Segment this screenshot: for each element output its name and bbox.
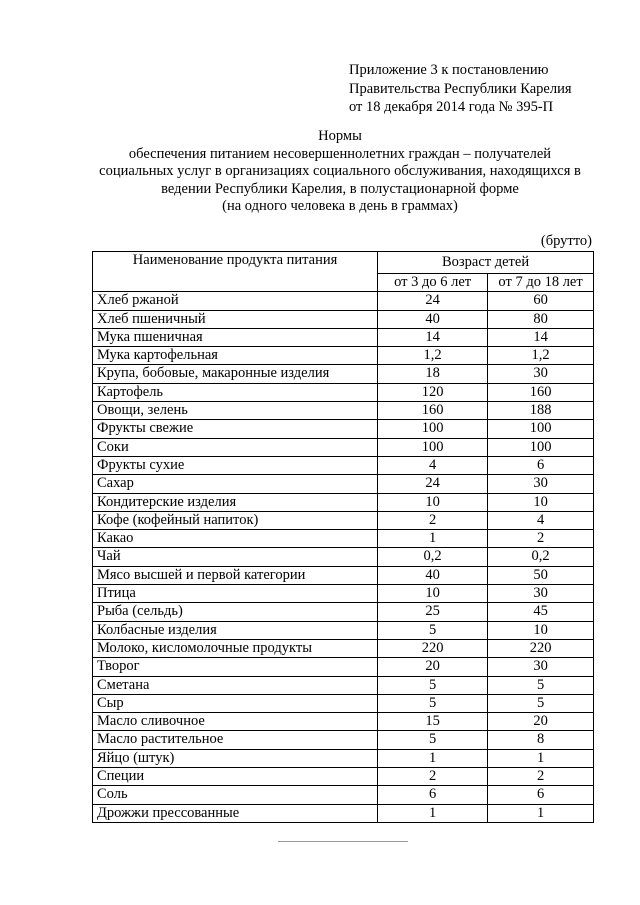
table-body (93, 292, 594, 823)
value-age-3-6-cell: 120 (378, 383, 488, 401)
value-age-7-18-cell: 5 (488, 694, 594, 712)
table-row (93, 676, 594, 694)
product-name-cell: Овощи, зелень (93, 402, 378, 420)
title-line: (на одного человека в день в граммах) (222, 198, 458, 214)
table-row (93, 768, 594, 786)
value-age-3-6-cell: 160 (378, 402, 488, 420)
table-row (93, 475, 594, 493)
value-age-3-6-cell: 1 (378, 804, 488, 822)
table-row (93, 566, 594, 584)
value-age-3-6-cell: 0,2 (378, 548, 488, 566)
value-age-7-18-cell: 30 (488, 658, 594, 676)
value-age-7-18-cell: 5 (488, 676, 594, 694)
product-name-cell: Кофе (кофейный напиток) (93, 511, 378, 529)
value-age-3-6-cell: 40 (378, 310, 488, 328)
title-line: социальных услуг в организациях социального обслуживания, находящихся в (99, 163, 581, 179)
value-age-3-6-cell: 2 (378, 768, 488, 786)
value-age-7-18-cell: 6 (488, 456, 594, 474)
table-row (93, 438, 594, 456)
value-age-7-18-cell: 1,2 (488, 347, 594, 365)
value-age-7-18-cell: 2 (488, 768, 594, 786)
value-age-7-18-cell: 30 (488, 585, 594, 603)
footer-divider (278, 841, 408, 842)
value-age-3-6-cell: 6 (378, 786, 488, 804)
product-name-cell: Сметана (93, 676, 378, 694)
value-age-3-6-cell: 18 (378, 365, 488, 383)
table-row (93, 420, 594, 438)
value-age-7-18-cell: 30 (488, 365, 594, 383)
value-age-7-18-cell: 14 (488, 328, 594, 346)
table-row (93, 658, 594, 676)
value-age-3-6-cell: 1 (378, 749, 488, 767)
table-row (93, 493, 594, 511)
value-age-7-18-cell: 60 (488, 292, 594, 310)
value-age-7-18-cell: 220 (488, 639, 594, 657)
product-name-cell: Рыба (сельдь) (93, 603, 378, 621)
product-name-cell: Творог (93, 658, 378, 676)
value-age-7-18-cell: 160 (488, 383, 594, 401)
value-age-3-6-cell: 1,2 (378, 347, 488, 365)
header-age-3-6: от 3 до 6 лет (378, 274, 488, 292)
value-age-3-6-cell: 5 (378, 694, 488, 712)
table-row (93, 585, 594, 603)
product-name-cell: Масло растительное (93, 731, 378, 749)
table-row (93, 383, 594, 401)
value-age-7-18-cell: 8 (488, 731, 594, 749)
product-name-cell: Специи (93, 768, 378, 786)
value-age-7-18-cell: 1 (488, 749, 594, 767)
product-name-cell: Мука картофельная (93, 347, 378, 365)
header-age: Возраст детей (378, 252, 594, 274)
product-name-cell: Фрукты свежие (93, 420, 378, 438)
value-age-3-6-cell: 4 (378, 456, 488, 474)
table-row (93, 365, 594, 383)
value-age-3-6-cell: 20 (378, 658, 488, 676)
value-age-7-18-cell: 50 (488, 566, 594, 584)
value-age-3-6-cell: 5 (378, 731, 488, 749)
value-age-3-6-cell: 24 (378, 292, 488, 310)
value-age-3-6-cell: 10 (378, 585, 488, 603)
product-name-cell: Колбасные изделия (93, 621, 378, 639)
value-age-3-6-cell: 24 (378, 475, 488, 493)
product-name-cell: Сахар (93, 475, 378, 493)
table-row (93, 749, 594, 767)
value-age-3-6-cell: 25 (378, 603, 488, 621)
annex-line: Правительства Республики Карелия (349, 80, 572, 97)
table-row (93, 530, 594, 548)
product-name-cell: Мясо высшей и первой категории (93, 566, 378, 584)
value-age-7-18-cell: 10 (488, 621, 594, 639)
product-name-cell: Хлеб пшеничный (93, 310, 378, 328)
table-row (93, 621, 594, 639)
product-name-cell: Хлеб ржаной (93, 292, 378, 310)
value-age-7-18-cell: 4 (488, 511, 594, 529)
product-name-cell: Птица (93, 585, 378, 603)
table-row (93, 402, 594, 420)
value-age-3-6-cell: 14 (378, 328, 488, 346)
product-name-cell: Какао (93, 530, 378, 548)
value-age-7-18-cell: 6 (488, 786, 594, 804)
table-row (93, 347, 594, 365)
table-row (93, 804, 594, 822)
title-line: обеспечения питанием несовершеннолетних граждан – получателей (128, 145, 552, 162)
value-age-3-6-cell: 100 (378, 438, 488, 456)
value-age-3-6-cell: 40 (378, 566, 488, 584)
product-name-cell: Соки (93, 438, 378, 456)
value-age-3-6-cell: 15 (378, 713, 488, 731)
table-row (93, 328, 594, 346)
value-age-3-6-cell: 100 (378, 420, 488, 438)
product-name-cell: Сыр (93, 694, 378, 712)
table-row (93, 694, 594, 712)
document-title (80, 128, 600, 216)
product-name-cell: Крупа, бобовые, макаронные изделия (93, 365, 378, 383)
product-name-cell: Мука пшеничная (93, 328, 378, 346)
value-age-7-18-cell: 10 (488, 493, 594, 511)
product-name-cell: Молоко, кисломолочные продукты (93, 639, 378, 657)
value-age-7-18-cell: 45 (488, 603, 594, 621)
table-row (93, 511, 594, 529)
norms-table (92, 251, 594, 823)
header-age-7-18: от 7 до 18 лет (488, 274, 594, 292)
unit-note: (брутто) (540, 233, 592, 249)
table-row (93, 639, 594, 657)
annex-line: Приложение 3 к постановлению (349, 62, 549, 78)
value-age-7-18-cell: 1 (488, 804, 594, 822)
value-age-3-6-cell: 220 (378, 639, 488, 657)
product-name-cell: Фрукты сухие (93, 456, 378, 474)
table-row (93, 456, 594, 474)
product-name-cell: Кондитерские изделия (93, 493, 378, 511)
value-age-3-6-cell: 1 (378, 530, 488, 548)
product-name-cell: Масло сливочное (93, 713, 378, 731)
annex-block (349, 61, 572, 117)
header-product-name: Наименование продукта питания (93, 252, 378, 292)
value-age-7-18-cell: 20 (488, 713, 594, 731)
table-row (93, 713, 594, 731)
table-row (93, 731, 594, 749)
value-age-3-6-cell: 10 (378, 493, 488, 511)
table-row (93, 786, 594, 804)
value-age-7-18-cell: 0,2 (488, 548, 594, 566)
table-row (93, 603, 594, 621)
value-age-7-18-cell: 100 (488, 420, 594, 438)
value-age-7-18-cell: 188 (488, 402, 594, 420)
value-age-7-18-cell: 30 (488, 475, 594, 493)
product-name-cell: Картофель (93, 383, 378, 401)
value-age-3-6-cell: 2 (378, 511, 488, 529)
table-row (93, 292, 594, 310)
product-name-cell: Чай (93, 548, 378, 566)
title-line: ведении Республики Карелия, в полустационарной форме (161, 180, 519, 197)
value-age-7-18-cell: 80 (488, 310, 594, 328)
table-row (93, 310, 594, 328)
title-line: Нормы (318, 128, 362, 144)
product-name-cell: Соль (93, 786, 378, 804)
product-name-cell: Яйцо (штук) (93, 749, 378, 767)
product-name-cell: Дрожжи прессованные (93, 804, 378, 822)
annex-line: от 18 декабря 2014 года № 395-П (349, 99, 554, 115)
table-row (93, 548, 594, 566)
value-age-3-6-cell: 5 (378, 676, 488, 694)
value-age-3-6-cell: 5 (378, 621, 488, 639)
value-age-7-18-cell: 2 (488, 530, 594, 548)
value-age-7-18-cell: 100 (488, 438, 594, 456)
